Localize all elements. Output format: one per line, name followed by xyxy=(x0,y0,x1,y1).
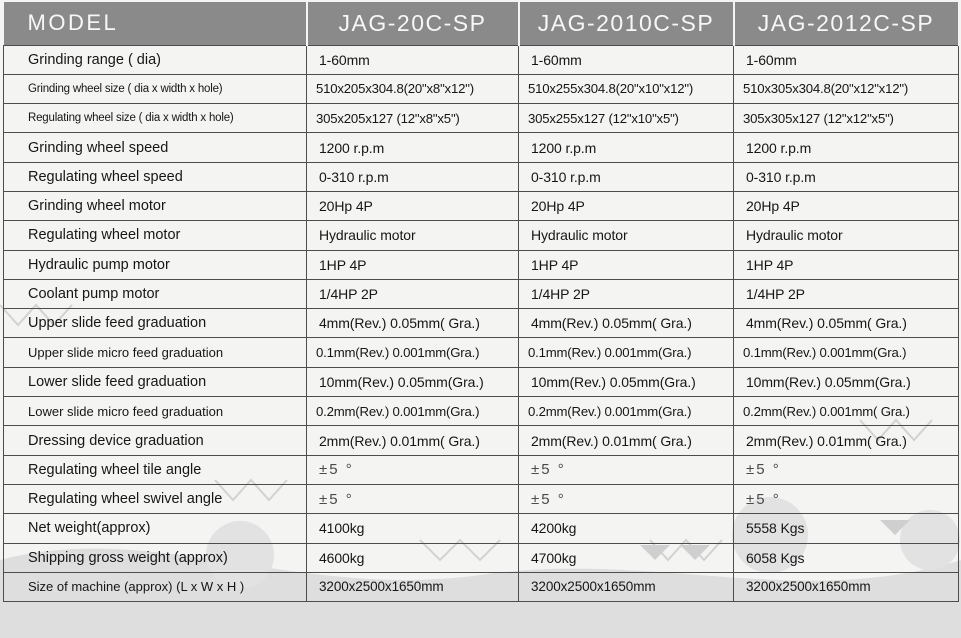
row-value: 20Hp 4P xyxy=(307,191,519,220)
row-label: Hydraulic pump motor xyxy=(4,250,307,279)
row-value: ±5 ° xyxy=(734,484,959,513)
row-value: 1/4HP 2P xyxy=(519,279,734,308)
row-label: Upper slide micro feed graduation xyxy=(4,338,307,367)
table-row xyxy=(4,250,959,279)
table-row xyxy=(4,397,959,426)
table-row xyxy=(4,133,959,162)
row-value: 4mm(Rev.) 0.05mm( Gra.) xyxy=(519,309,734,338)
row-value: 3200x2500x1650mm xyxy=(734,572,959,601)
row-value: 1200 r.p.m xyxy=(307,133,519,162)
row-label: Coolant pump motor xyxy=(4,279,307,308)
row-value: 1HP 4P xyxy=(519,250,734,279)
header-row xyxy=(4,2,959,45)
row-value: 0-310 r.p.m xyxy=(734,162,959,191)
row-value: 2mm(Rev.) 0.01mm( Gra.) xyxy=(519,426,734,455)
table-row xyxy=(4,309,959,338)
row-label: Lower slide micro feed graduation xyxy=(4,397,307,426)
row-value: 1/4HP 2P xyxy=(307,279,519,308)
row-value: 0-310 r.p.m xyxy=(307,162,519,191)
row-value: 0.1mm(Rev.) 0.001mm(Gra.) xyxy=(734,338,959,367)
row-label: Grinding range ( dia) xyxy=(4,45,307,74)
row-value: 10mm(Rev.) 0.05mm(Gra.) xyxy=(307,367,519,396)
row-value: 305x255x127 (12"x10"x5") xyxy=(519,104,734,133)
row-value: ±5 ° xyxy=(307,455,519,484)
row-value: 4600kg xyxy=(307,543,519,572)
row-value: 1-60mm xyxy=(307,45,519,74)
row-value: 0.1mm(Rev.) 0.001mm(Gra.) xyxy=(307,338,519,367)
row-value: 5558 Kgs xyxy=(734,514,959,543)
row-value: 1HP 4P xyxy=(734,250,959,279)
row-value: 4700kg xyxy=(519,543,734,572)
row-label: Regulating wheel tile angle xyxy=(4,455,307,484)
table-row xyxy=(4,543,959,572)
row-label: Regulating wheel speed xyxy=(4,162,307,191)
row-value: 1HP 4P xyxy=(307,250,519,279)
row-value: 2mm(Rev.) 0.01mm( Gra.) xyxy=(734,426,959,455)
row-label: Grinding wheel size ( dia x width x hole) xyxy=(4,74,307,103)
table-row xyxy=(4,338,959,367)
row-value: ±5 ° xyxy=(307,484,519,513)
row-label: Upper slide feed graduation xyxy=(4,309,307,338)
row-value: 10mm(Rev.) 0.05mm(Gra.) xyxy=(519,367,734,396)
row-label: Shipping gross weight (approx) xyxy=(4,543,307,572)
row-value: 6058 Kgs xyxy=(734,543,959,572)
row-label: Dressing device graduation xyxy=(4,426,307,455)
row-value: 1-60mm xyxy=(519,45,734,74)
row-value: Hydraulic motor xyxy=(734,221,959,250)
row-value: 4mm(Rev.) 0.05mm( Gra.) xyxy=(307,309,519,338)
table-row xyxy=(4,191,959,220)
row-value: ±5 ° xyxy=(519,484,734,513)
row-value: 3200x2500x1650mm xyxy=(307,572,519,601)
row-value: 4mm(Rev.) 0.05mm( Gra.) xyxy=(734,309,959,338)
table-row xyxy=(4,484,959,513)
row-value: 0-310 r.p.m xyxy=(519,162,734,191)
row-value: 10mm(Rev.) 0.05mm(Gra.) xyxy=(734,367,959,396)
row-label: Grinding wheel speed xyxy=(4,133,307,162)
row-value: 20Hp 4P xyxy=(734,191,959,220)
row-value: 20Hp 4P xyxy=(519,191,734,220)
table-row xyxy=(4,367,959,396)
row-label: Grinding wheel motor xyxy=(4,191,307,220)
row-value: 2mm(Rev.) 0.01mm( Gra.) xyxy=(307,426,519,455)
row-value: 1200 r.p.m xyxy=(734,133,959,162)
model-header: MODEL xyxy=(4,2,307,45)
table-row xyxy=(4,74,959,103)
table-row xyxy=(4,572,959,601)
row-value: 0.2mm(Rev.) 0.001mm(Gra.) xyxy=(519,397,734,426)
table-row xyxy=(4,279,959,308)
row-label: Regulating wheel size ( dia x width x hole) xyxy=(4,104,307,133)
table-row xyxy=(4,426,959,455)
table-row xyxy=(4,221,959,250)
row-value: Hydraulic motor xyxy=(519,221,734,250)
row-label: Regulating wheel motor xyxy=(4,221,307,250)
row-value: 4200kg xyxy=(519,514,734,543)
row-label: Lower slide feed graduation xyxy=(4,367,307,396)
row-value: 3200x2500x1650mm xyxy=(519,572,734,601)
row-value: 0.1mm(Rev.) 0.001mm(Gra.) xyxy=(519,338,734,367)
row-label: Regulating wheel swivel angle xyxy=(4,484,307,513)
row-value: 1/4HP 2P xyxy=(734,279,959,308)
row-value: Hydraulic motor xyxy=(307,221,519,250)
row-value: 4100kg xyxy=(307,514,519,543)
model-name-2: JAG-2010C-SP xyxy=(519,2,734,45)
row-label: Net weight(approx) xyxy=(4,514,307,543)
row-value: 1-60mm xyxy=(734,45,959,74)
row-value: 510x305x304.8(20"x12"x12") xyxy=(734,74,959,103)
row-value: 305x305x127 (12"x12"x5") xyxy=(734,104,959,133)
row-value: 0.2mm(Rev.) 0.001mm(Gra.) xyxy=(307,397,519,426)
table-row xyxy=(4,455,959,484)
table-row xyxy=(4,514,959,543)
row-value: ±5 ° xyxy=(734,455,959,484)
model-name-3: JAG-2012C-SP xyxy=(734,2,959,45)
row-value: 0.2mm(Rev.) 0.001mm( Gra.) xyxy=(734,397,959,426)
model-name-1: JAG-20C-SP xyxy=(307,2,519,45)
table-row xyxy=(4,104,959,133)
spec-table xyxy=(3,2,960,602)
row-value: 510x255x304.8(20"x10"x12") xyxy=(519,74,734,103)
row-label: Size of machine (approx) (L x W x H ) xyxy=(4,572,307,601)
row-value: 305x205x127 (12"x8"x5") xyxy=(307,104,519,133)
row-value: 510x205x304.8(20"x8"x12") xyxy=(307,74,519,103)
row-value: ±5 ° xyxy=(519,455,734,484)
table-row xyxy=(4,45,959,74)
row-value: 1200 r.p.m xyxy=(519,133,734,162)
table-row xyxy=(4,162,959,191)
